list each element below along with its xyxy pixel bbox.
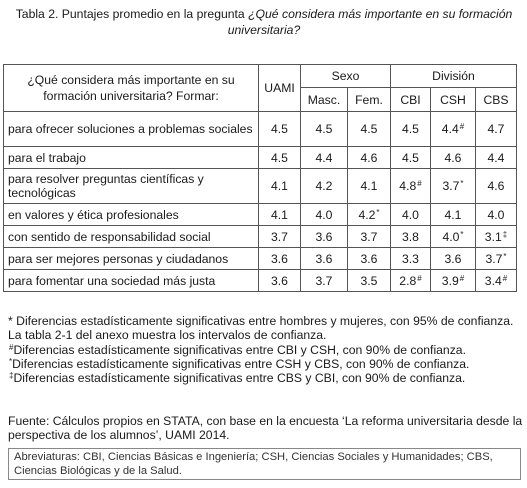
footnote [8,343,523,357]
cell-value: 2.8 [399,273,417,288]
cell-cbs [476,270,517,292]
significance-mark: * [503,251,507,261]
footnote [8,357,523,371]
significance-mark: # [459,273,465,283]
table-row [4,112,517,147]
table-row [4,226,517,248]
cell-uami: 4.5 [259,112,301,147]
footnote-text: Diferencias estadísticamente significativas entre CBI y CSH, con 90% de confianza. [13,342,466,357]
cell-fem: 3.7 [348,226,391,248]
row-label: con sentido de responsabilidad social [4,226,259,248]
cell-csh: 4.6 [431,147,476,169]
cell-value: 3.7 [485,251,503,266]
significance-mark: * [376,207,380,217]
cell-masc: 4.4 [301,147,348,169]
table-row [4,147,517,169]
row-label: para fomentar una sociedad más justa [4,270,259,292]
cell-cbi: 3.8 [391,226,431,248]
significance-mark: ‡ [502,229,508,239]
row-label: para ofrecer soluciones a problemas sociales [4,112,259,147]
header-uami: UAMI [259,65,301,112]
cell-csh [431,270,476,292]
cell-masc: 4.5 [301,112,348,147]
table-row [4,248,517,270]
significance-mark: # [502,273,508,283]
cell-uami: 4.5 [259,147,301,169]
caption-prefix: Tabla 2. Puntajes promedio en la pregunta [15,7,249,21]
cell-cbi: 4.5 [391,112,431,147]
cell-fem [348,204,391,226]
cell-csh: 3.6 [431,248,476,270]
footnote-mark: * [8,314,13,328]
cell-cbi [391,169,431,204]
cell-csh [431,226,476,248]
footnote-mark: # [9,342,14,352]
cell-cbi: 4.0 [391,204,431,226]
cell-cbi: 4.5 [391,147,431,169]
cell-masc: 4.0 [301,204,348,226]
cell-cbs: 4.4 [476,147,517,169]
header-fem: Fem. [348,88,391,112]
cell-fem: 4.1 [348,169,391,204]
cell-uami: 3.7 [259,226,301,248]
table-row [4,204,517,226]
cell-uami: 3.6 [259,270,301,292]
header-csh: CSH [431,88,476,112]
footnote [8,371,523,385]
cell-value: 4.0 [442,229,460,244]
cell-masc: 3.6 [301,226,348,248]
header-cbi: CBI [391,88,431,112]
cell-cbs [476,248,517,270]
cell-fem: 4.5 [348,112,391,147]
row-label: para ser mejores personas y ciudadanos [4,248,259,270]
footnote [8,314,523,343]
cell-value: 3.1 [484,229,502,244]
table-row [4,169,517,204]
table-caption [8,6,520,38]
row-label: para resolver preguntas científicas y tecnológicas [4,169,259,204]
cell-masc: 4.2 [301,169,348,204]
header-sexo: Sexo [301,65,391,88]
cell-csh [431,112,476,147]
cell-csh [431,169,476,204]
cell-cbs: 4.7 [476,112,517,147]
source-note: Fuente: Cálculos propios en STATA, con base en la encuesta ‘La reforma universitaria desde la perspectiva de los alumnos’, UAMI 2014. [8,414,523,443]
cell-value: 4.4 [441,122,459,136]
cell-cbi: 3.3 [391,248,431,270]
cell-cbs: 4.0 [476,204,517,226]
header-question: ¿Qué considera más importante en su formación universitaria? Formar: [4,65,259,112]
cell-fem: 3.5 [348,270,391,292]
significance-mark: * [460,179,464,188]
cell-value: 4.8 [399,179,417,193]
cell-masc: 3.6 [301,248,348,270]
cell-fem: 4.6 [348,147,391,169]
table-row [4,270,517,292]
abbreviations-box: Abreviaturas: CBI, Ciencias Básicas e Ingeniería; CSH, Ciencias Sociales y Humanidades; CBS, Ciencias Biológicas y de la Salud. [8,448,521,480]
footnote-text: Diferencias estadísticamente significativas entre hombres y mujeres, con 95% de confianza. La tabla 2-1 del anexo muestra los intervalos de confianza. [8,314,514,343]
scores-table [3,64,517,292]
cell-cbs: 4.6 [476,169,517,204]
cell-cbs [476,226,517,248]
cell-uami: 4.1 [259,204,301,226]
significance-mark: * [460,229,464,239]
cell-value: 3.7 [442,179,460,193]
row-label: para el trabajo [4,147,259,169]
footnote-text: Diferencias estadísticamente significativas entre CBS y CBI, con 90% de confianza. [13,371,466,386]
cell-value: 4.2 [358,207,376,222]
significance-mark: # [459,122,465,131]
footnote-mark: * [9,356,13,366]
cell-uami: 3.6 [259,248,301,270]
cell-value: 3.9 [441,273,459,288]
header-cbs: CBS [476,88,517,112]
cell-cbi [391,270,431,292]
cell-csh: 4.1 [431,204,476,226]
cell-uami: 4.1 [259,169,301,204]
header-masc: Masc. [301,88,348,112]
footnote-text: Diferencias estadísticamente significativas entre CSH y CBS, con 90% de confianza. [12,356,470,371]
cell-fem: 3.6 [348,248,391,270]
footnote-mark: ‡ [9,371,14,381]
header-division: División [391,65,517,88]
row-label: en valores y ética profesionales [4,204,259,226]
footnotes [8,314,523,385]
header-row-top [4,65,517,88]
significance-mark: # [417,179,422,188]
cell-masc: 3.7 [301,270,348,292]
cell-value: 3.4 [484,273,502,288]
significance-mark: # [417,273,422,283]
caption-question: ¿Qué considera más importante en su formación universitaria? [227,7,513,37]
